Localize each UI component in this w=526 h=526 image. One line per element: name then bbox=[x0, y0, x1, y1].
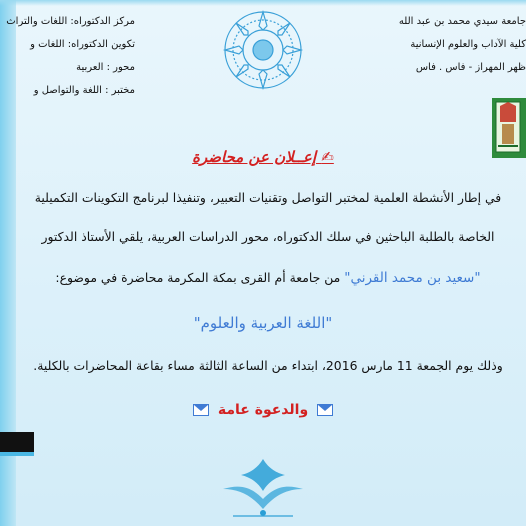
header-right-line-1: جامعة سيدي محمد بن عبد الله bbox=[398, 16, 526, 27]
corner-block-decoration bbox=[0, 432, 34, 454]
paragraph-line-2: الخاصة بالطلبة الباحثين في سلك الدكتوراه، محور الدراسات العربية، يلقي الأستاذ الدكتور bbox=[41, 229, 495, 244]
header-left-line-4: مختبر : اللغة والتواصل و bbox=[33, 85, 135, 96]
paragraph-line-3-rest: من جامعة أم القرى بمكة المكرمة محاضرة في موضوع: bbox=[55, 270, 341, 285]
doctorate-center-header bbox=[0, 10, 135, 102]
invitation-text: والدعوة عامة bbox=[217, 402, 309, 418]
header-left-line-1: مركز الدكتوراه: اللغات والتراث bbox=[6, 16, 135, 27]
header-right-line-3: ظهر المهراز - فاس . فاس bbox=[415, 62, 526, 73]
paragraph-line-4: وذلك يوم الجمعة 11 مارس 2016، ابتداء من الساعة الثالثة مساء بقاعة المحاضرات بالكلية. bbox=[33, 358, 503, 373]
header-left-line-3: محور : العربية bbox=[76, 62, 135, 73]
ornament bbox=[213, 455, 313, 519]
paragraph-line-3 bbox=[20, 270, 516, 286]
announcement-title-text: إعــلان عن محاضرة bbox=[192, 148, 317, 166]
envelope-icon bbox=[317, 404, 333, 416]
envelope-icon bbox=[193, 404, 209, 416]
writing-hand-icon: ✍ bbox=[321, 148, 334, 166]
header-right-line-2: كلية الآداب والعلوم الإنسانية bbox=[410, 39, 526, 50]
university-logo bbox=[221, 8, 305, 92]
corner-strip-decoration bbox=[0, 452, 34, 456]
university-header bbox=[376, 10, 526, 79]
speaker-name: "سعيد بن محمد القرني" bbox=[344, 270, 481, 286]
public-invitation bbox=[0, 402, 526, 418]
paragraph-line-1: في إطار الأنشطة العلمية لمختبر التواصل وتقنيات التعبير، وتنفيذا لبرنامج التكوينات التكميلية bbox=[34, 190, 502, 205]
lecture-topic: "اللغة العربية والعلوم" bbox=[193, 314, 333, 332]
header-left-line-2: تكوين الدكتوراه: اللغات و bbox=[30, 39, 135, 50]
announcement-title bbox=[0, 148, 526, 166]
top-border-decoration bbox=[0, 0, 526, 6]
